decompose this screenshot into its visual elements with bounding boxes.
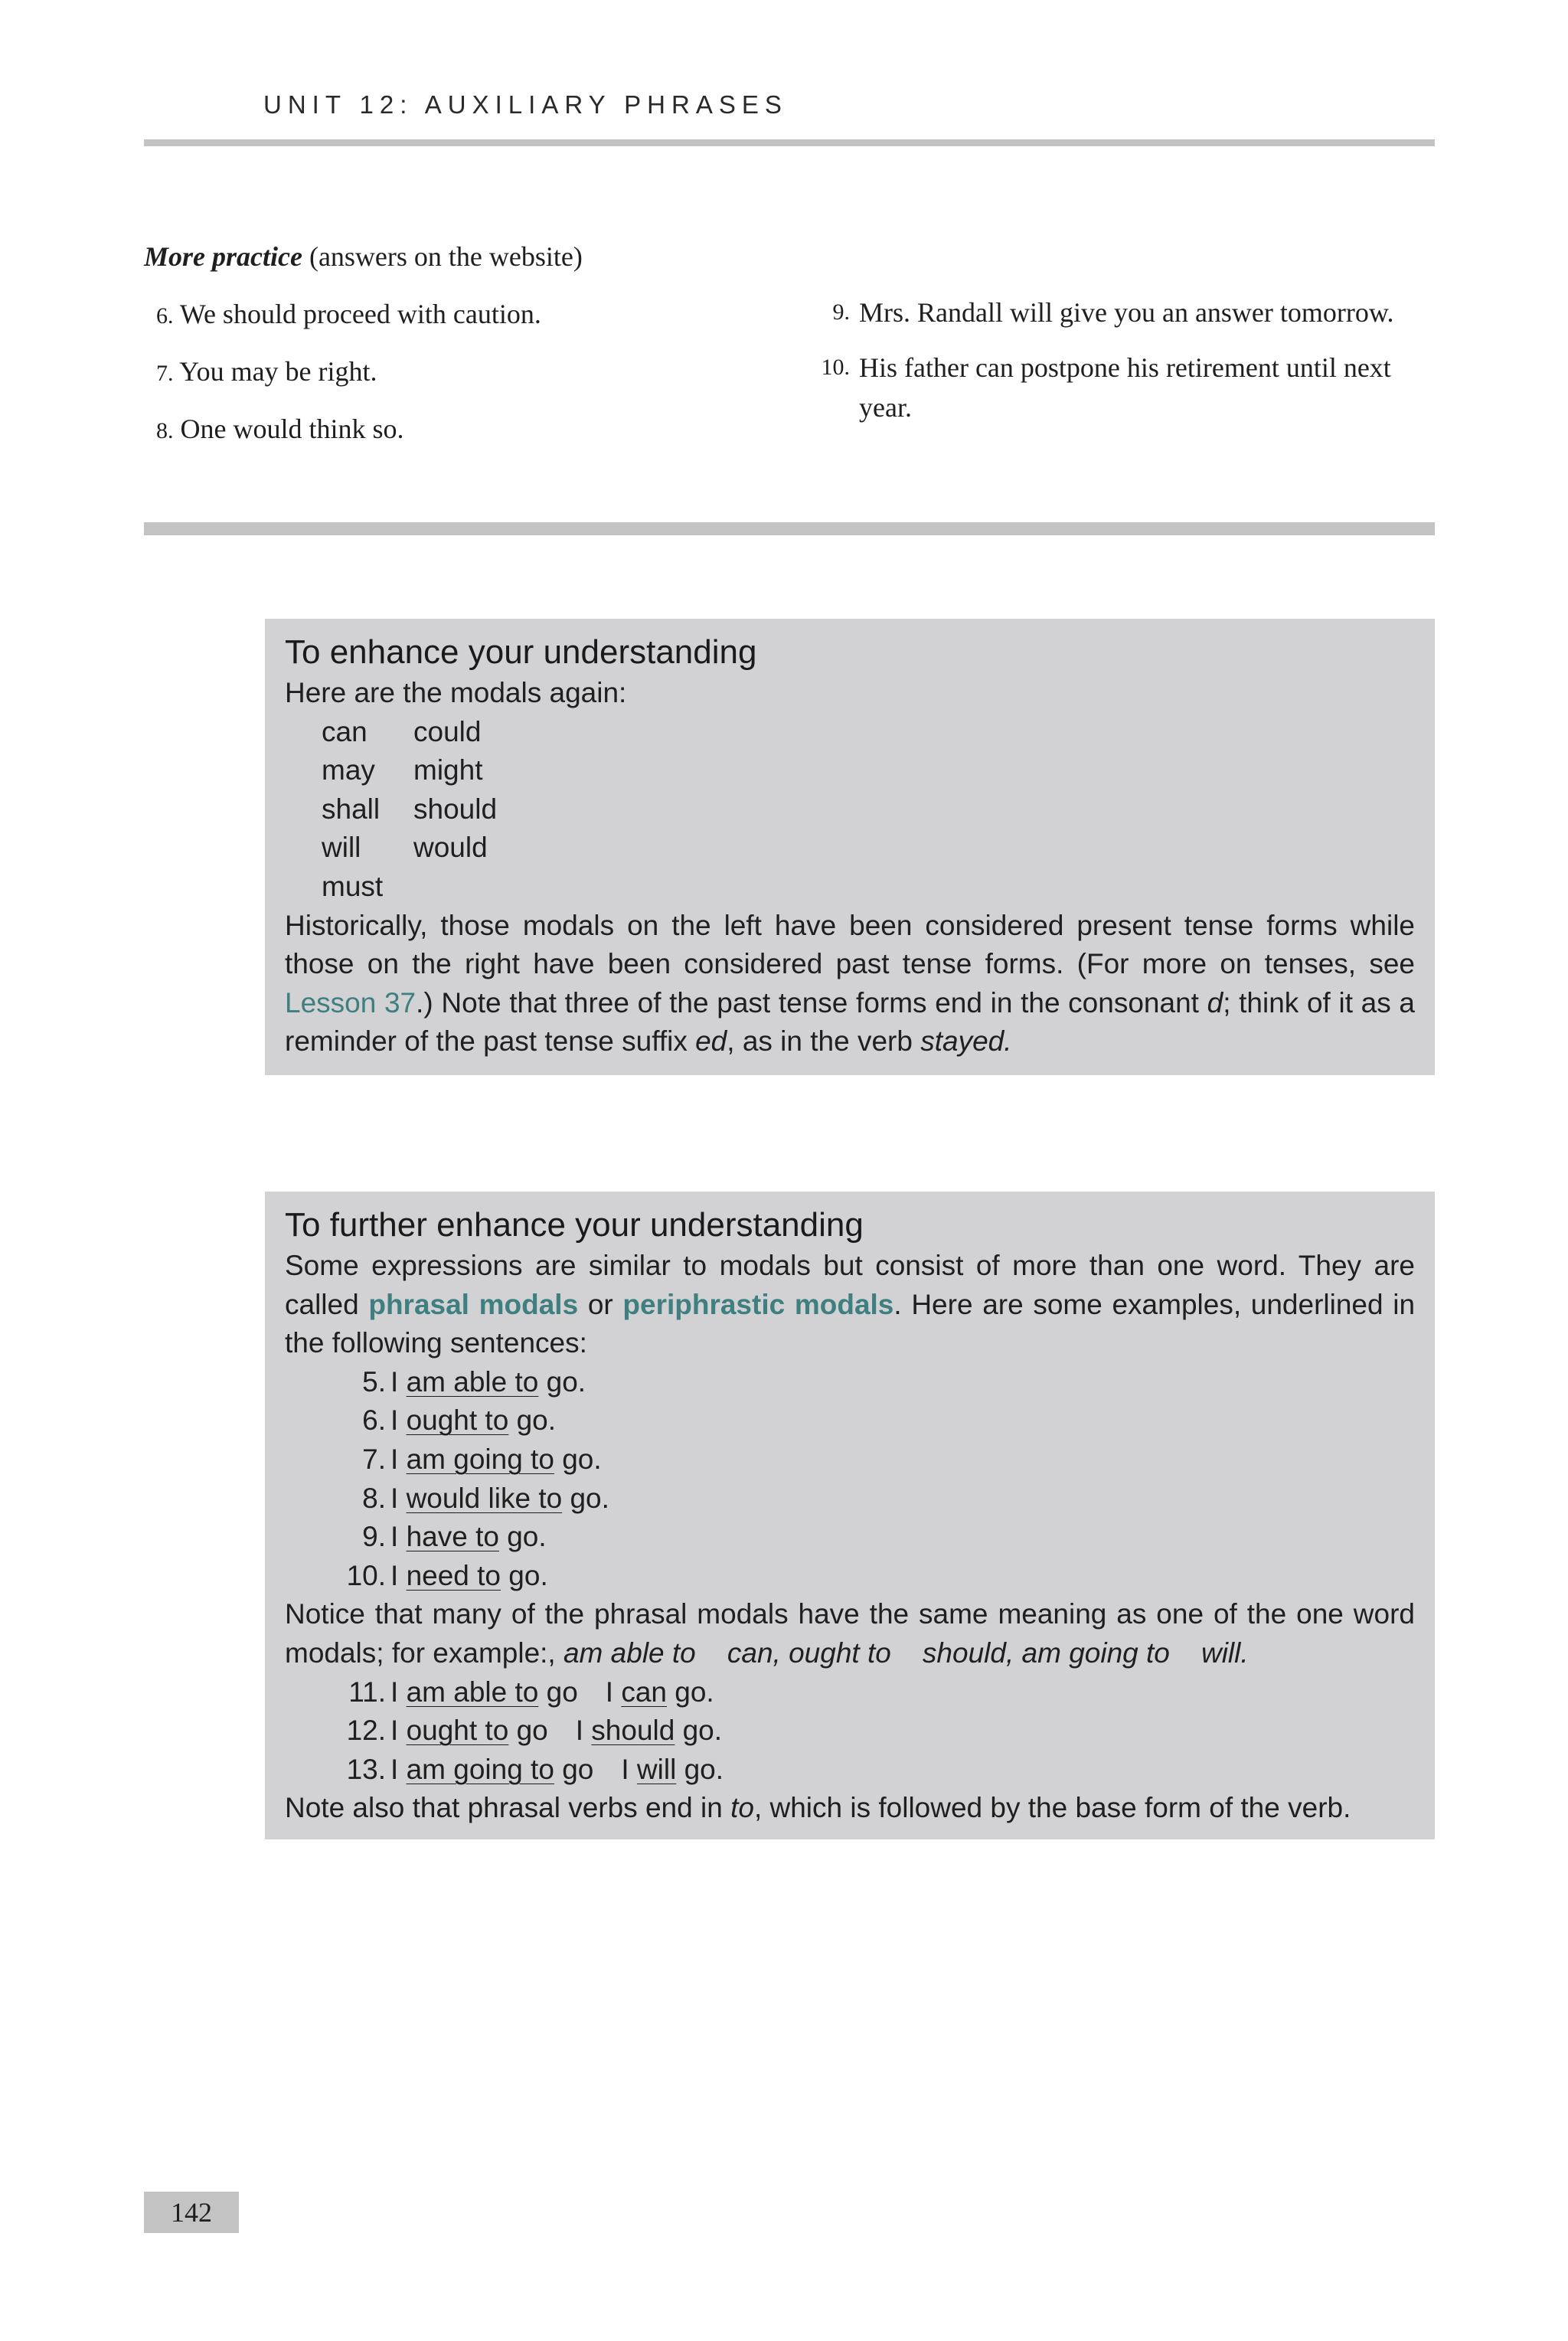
modal-pair: shall should	[322, 793, 498, 825]
practice-item: 8. One would think so.	[156, 414, 404, 444]
box-paragraph: Some expressions are similar to modals but consist of more than one word. They are called phrasal modals or periphrastic modals. Here are some examples, underlined in the following sentences:	[285, 1250, 1416, 1359]
page-number: 142	[144, 2192, 239, 2233]
modal-pair: must	[322, 870, 384, 902]
comparison-sentence: 12. I ought to go I should go.	[346, 1715, 723, 1747]
box-paragraph: Historically, those modals on the left have been considered present tense forms while those on the right have been considered past tense forms. (For more on tenses, see Lesson 37.) Note that three of the past tense forms end in the consonant d; think of it as a reminder of the past tense suffix ed, as in the verb stayed.	[285, 909, 1415, 1058]
example-sentence: 7. I am going to go.	[362, 1443, 602, 1475]
practice-item: 10. His father can postpone his retirement until next year.	[821, 352, 1391, 423]
modal-pair: can could	[322, 715, 482, 747]
modal-pair: will would	[322, 832, 488, 864]
practice-column-left	[156, 294, 769, 466]
box-title: To further enhance your understanding	[285, 1206, 864, 1244]
practice-item: 6. We should proceed with caution.	[156, 299, 541, 329]
comparison-sentence: 11. I am able to go I can go.	[348, 1676, 714, 1708]
example-sentence: 10. I need to go.	[346, 1559, 548, 1591]
example-sentence: 8. I would like to go.	[362, 1482, 609, 1514]
modal-pair: may might	[322, 754, 483, 786]
box-title: To enhance your understanding	[285, 633, 757, 671]
lesson-link[interactable]: Lesson 37	[285, 986, 416, 1018]
comparison-sentence: 13. I am going to go I will go.	[346, 1753, 724, 1785]
box-intro: Here are the modals again:	[285, 677, 627, 708]
box-paragraph: Note also that phrasal verbs end in to, which is followed by the base form of the verb.	[285, 1792, 1351, 1824]
practice-label: More practice	[144, 241, 302, 272]
practice-item: 9. Mrs. Randall will give you an answer tomorrow.	[832, 297, 1394, 328]
example-sentence: 9. I have to go.	[362, 1521, 547, 1553]
running-header: UNIT 12: AUXILIARY PHRASES	[263, 90, 788, 119]
practice-heading	[144, 240, 583, 273]
practice-column-right	[812, 293, 1439, 443]
term-phrasal-modals: phrasal modals	[368, 1288, 579, 1320]
box-paragraph: Notice that many of the phrasal modals have the same meaning as one of the one word modals; for example:, am able to can, ought to should, am going to will.	[285, 1598, 1415, 1669]
enhance-understanding-box	[265, 619, 1435, 1075]
section-divider	[144, 522, 1435, 535]
example-sentence: 5. I am able to go.	[362, 1365, 586, 1398]
term-periphrastic-modals: periphrastic modals	[622, 1288, 894, 1320]
header-rule	[144, 139, 1435, 146]
practice-item: 7. You may be right.	[156, 356, 377, 387]
further-enhance-box	[265, 1192, 1435, 1839]
practice-note: (answers on the website)	[309, 241, 583, 272]
example-sentence: 6. I ought to go.	[362, 1404, 557, 1437]
